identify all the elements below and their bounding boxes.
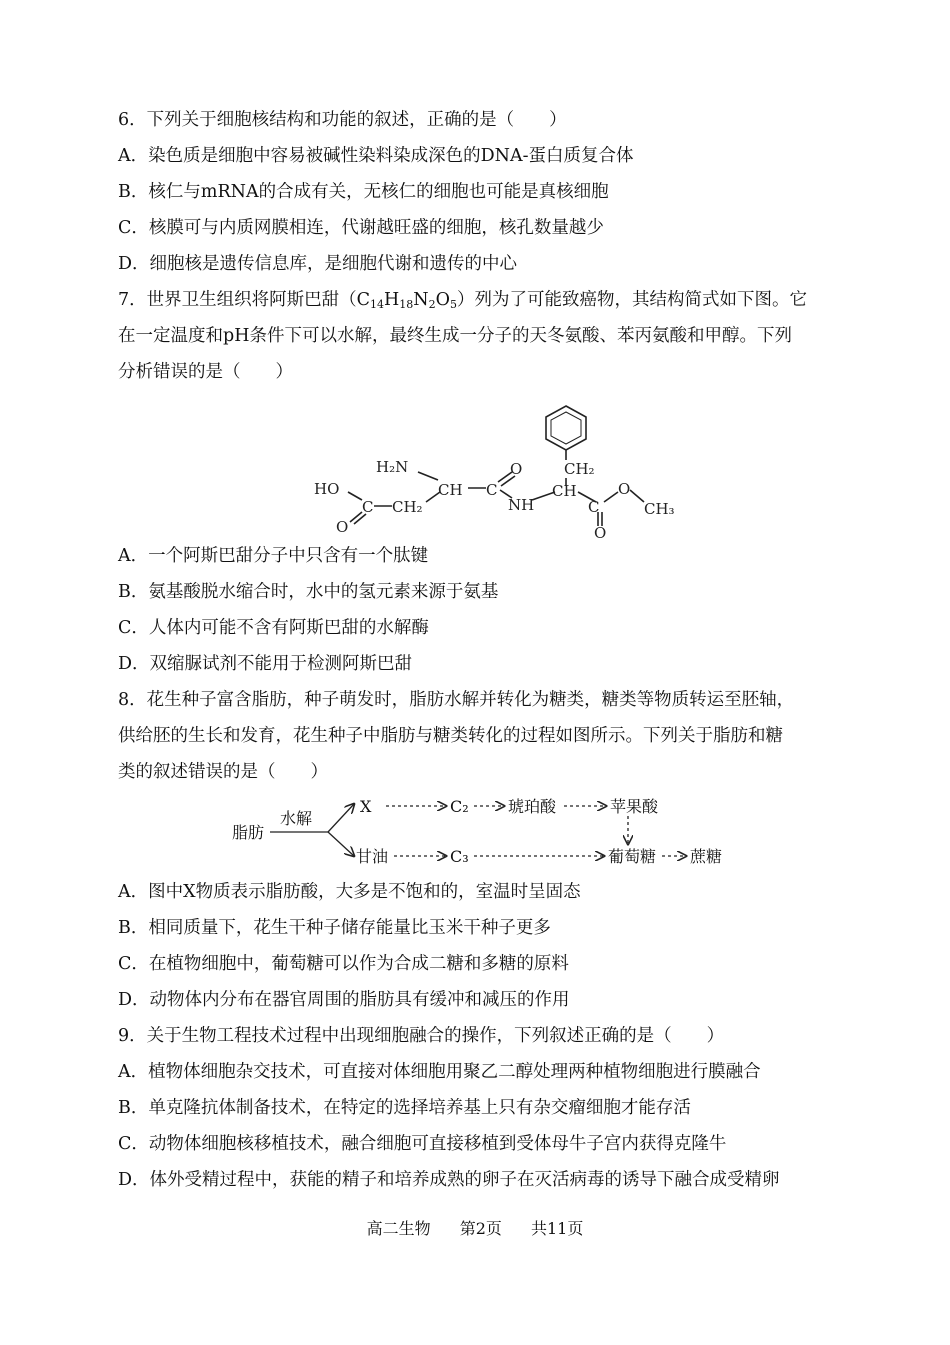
label-o-left: O xyxy=(336,518,349,536)
q8-stem-line3: 类的叙述错误的是（ ） xyxy=(118,762,328,782)
q7-stem-line2: 在一定温度和pH条件下可以水解，最终生成一分子的天冬氨酸、苯丙氨酸和甲醇。下列 xyxy=(118,326,792,346)
label-nh: NH xyxy=(508,496,535,514)
label-c-left: C xyxy=(362,498,374,516)
label-ho: HO xyxy=(314,480,340,498)
node-fat: 脂肪 xyxy=(232,823,265,842)
q9-stem: 9．关于生物工程技术过程中出现细胞融合的操作，下列叙述正确的是（ ） xyxy=(118,1026,725,1046)
label-ch2-left: CH₂ xyxy=(392,498,423,516)
aspartame-structure xyxy=(300,400,700,540)
q6-option-c: C．核膜可与内质网膜相连，代谢越旺盛的细胞，核孔数量越少 xyxy=(118,218,604,238)
fat-sugar-conversion-diagram xyxy=(228,790,748,872)
page-footer xyxy=(0,1216,950,1239)
q8-stem-line2: 供给胚的生长和发育，花生种子中脂肪与糖类转化的过程如图所示。下列关于脂肪和糖 xyxy=(118,726,783,746)
node-x: X xyxy=(360,797,372,816)
q7-option-b: B．氨基酸脱水缩合时，水中的氢元素来源于氨基 xyxy=(118,582,499,602)
q8-option-c: C．在植物细胞中，葡萄糖可以作为合成二糖和多糖的原料 xyxy=(118,954,569,974)
q9-option-b: B．单克隆抗体制备技术，在特定的选择培养基上只有杂交瘤细胞才能存活 xyxy=(118,1098,691,1118)
node-succinic-acid: 琥珀酸 xyxy=(508,797,557,816)
q8-option-b: B．相同质量下，花生干种子储存能量比玉米干种子更多 xyxy=(118,918,551,938)
q6-stem: 6．下列关于细胞核结构和功能的叙述，正确的是（ ） xyxy=(118,110,567,130)
q7-option-d: D．双缩脲试剂不能用于检测阿斯巴甜 xyxy=(118,654,413,674)
q6-option-a: A．染色质是细胞中容易被碱性染料染成深色的DNA-蛋白质复合体 xyxy=(118,146,634,166)
q8-stem-line1: 8．花生种子富含脂肪，种子萌发时，脂肪水解并转化为糖类，糖类等物质转运至胚轴， xyxy=(118,690,795,710)
q9-option-c: C．动物体细胞核移植技术，融合细胞可直接移植到受体母牛子宫内获得克隆牛 xyxy=(118,1134,727,1154)
label-o-carbonyl-ester: O xyxy=(594,524,607,540)
node-c2: C₂ xyxy=(450,797,469,816)
label-hydrolysis: 水解 xyxy=(280,809,313,828)
label-ch-right: CH xyxy=(552,482,577,500)
node-c3: C₃ xyxy=(450,847,469,866)
q7-stem-line3: 分析错误的是（ ） xyxy=(118,362,293,382)
label-c-center: C xyxy=(486,481,498,499)
footer-subject: 高二生物 xyxy=(366,1219,431,1238)
node-glycerol: 甘油 xyxy=(356,847,389,866)
label-h2n: H₂N xyxy=(376,458,409,476)
label-ch3: CH₃ xyxy=(644,500,675,518)
node-sucrose: 蔗糖 xyxy=(690,847,723,866)
q7-option-c: C．人体内可能不含有阿斯巴甜的水解酶 xyxy=(118,618,429,638)
footer-page-number: 第2页 xyxy=(459,1219,502,1238)
node-glucose: 葡萄糖 xyxy=(608,847,657,866)
q7-stem-line1: 7．世界卫生组织将阿斯巴甜$(C_{14}H_{18}N_2O_5)$列为了可能致癌物，其结构简式如下图。它 xyxy=(118,290,807,311)
q8-option-a: A．图中X物质表示脂肪酸，大多是不饱和的，室温时呈固态 xyxy=(118,882,581,902)
label-ch2-right: CH₂ xyxy=(564,460,595,478)
label-c-ester: C xyxy=(588,498,600,516)
q8-option-d: D．动物体内分布在器官周围的脂肪具有缓冲和减压的作用 xyxy=(118,990,570,1010)
label-o-ester: O xyxy=(618,480,631,498)
node-malic-acid: 苹果酸 xyxy=(610,797,659,816)
q6-option-b: B．核仁与mRNA的合成有关，无核仁的细胞也可能是真核细胞 xyxy=(118,182,609,202)
label-ch-center: CH xyxy=(438,481,463,499)
q6-option-d: D．细胞核是遗传信息库，是细胞代谢和遗传的中心 xyxy=(118,254,518,274)
q7-option-a: A．一个阿斯巴甜分子中只含有一个肽键 xyxy=(118,546,429,566)
label-o-center: O xyxy=(510,460,523,478)
footer-total-pages: 共11页 xyxy=(531,1219,584,1238)
q9-option-d: D．体外受精过程中，获能的精子和培养成熟的卵子在灭活病毒的诱导下融合成受精卵 xyxy=(118,1170,780,1190)
q9-option-a: A．植物体细胞杂交技术，可直接对体细胞用聚乙二醇处理两种植物细胞进行膜融合 xyxy=(118,1062,761,1082)
